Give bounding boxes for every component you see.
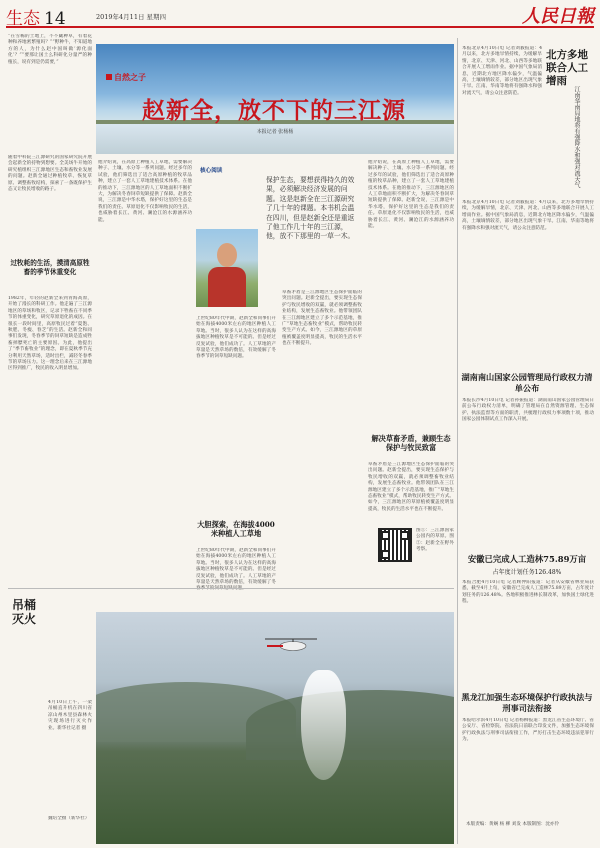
story2-headline: 湖南南山国家公园管理局行政权力清单公布 (461, 372, 593, 393)
story1-body-cont: 本报北京4月10日电 记者刘毅报道：4月以来，北方多地旱情持续，为缓解旱情，北京、天津、河北、山西等多地联合开展人工增雨作业。据中国气象局消息，近期北方地区降水偏少，气温偏高，土壤墒情较差，部分地区出现气象干旱。江南、华南等地将有强降水和强对流天气，请公众注意防范。 (462, 200, 594, 231)
bottom-caption: 4月10日上午，一架吊桶直升机在四川省凉山州木里县森林火灾现场进行灭火作业。新华社记者 摄 (48, 700, 92, 731)
photo-caption-note: 图①：三江源国家公园内的草原。图②：赵新全在野外考察。 (416, 528, 454, 553)
feature-tag-label: 自然之子 (114, 72, 146, 82)
tag-square-icon (106, 74, 112, 80)
section-name: 生态 (6, 9, 40, 29)
qr-finder-tr (400, 531, 409, 540)
center-subheadline-2: 解决草畜矛盾，兼顾生态保护与牧民致富 (371, 434, 451, 453)
story4-headline: 黑龙江加强生态环境保护行政执法与刑事司法衔接 (461, 692, 593, 713)
center-body-5: 他介绍说，在高原上种植人工草地，需要解决种子、土壤、水分等一系列问题。经过多年的试验，他们筛选出了适合高原种植的牧草品种，建立了一套人工草地建植技术体系。在他的推动下，三江源地区的人工草地面积不断扩大，为解决冬春饲草短缺提供了保障。赵新全说，三江源是中华水塔，保护好这里的生态是我们的责任。草原退化不仅影响牧民的生活，也威胁着长江、黄河、澜沧江的水源涵养功能。 (368, 160, 454, 230)
column-divider (457, 38, 458, 844)
center-subheadline-1: 大胆探索，在海拔4000米种植人工草地 (197, 520, 275, 539)
story1-body: 本报北京4月10日电 记者刘毅报道：4月以来，北方多地旱情持续，为缓解旱情，北京、天津、河北、山西等多地联合开展人工增雨作业。据中国气象局消息，近期北方地区降水偏少，气温偏高，土壤墒情较差，部分地区出现气象干旱。江南、华南等地将有强降水和强对流天气，请公众注意防范。 (462, 46, 542, 96)
water-spray (301, 670, 346, 780)
feature-tag (106, 72, 146, 83)
section-label (6, 4, 66, 29)
left-subheadline: 过牧耗的生活，摸清高原牲畜的季节休重变化 (10, 259, 90, 276)
center-body-6: 草畜矛盾是三江源地区生态保护面临的突出问题。赵新全提出，要实现生态保护与牧民增收的双赢，就必须调整畜牧业结构，发展生态畜牧业。他带领团队在三江源地区建立了多个示范基地，推广“草地生态畜牧业”模式，帮助牧民转变生产方式。如今，三江源地区的草原植被覆盖度明显提高，牧民的生活水平也在不断提升。 (368, 462, 454, 512)
center-body-3: 上世纪80年代中期，赵新全和同事们开始在海拔4000米左右的地区种植人工草地。当时，很多人认为在这样的高海拔地区种植牧草是不可能的。但是经过反复试验，他们成功了。人工草地的产草量是天然草场的数倍，有效缓解了冬 (196, 548, 276, 586)
center-body-4: 草畜矛盾是三江源地区生态保护面临的突出问题。赵新全提出，要实现生态保护与牧民增收的双赢，就必须调整畜牧业结构，发展生态畜牧业。他带领团队在三江源地区建立了多个示范基地，推广“草地生态畜牧业”模式，帮助牧民转变生产方式。如今，三江源地区的草原植被覆盖度明显提高，牧民的生活水平也在不断提升。 (282, 290, 362, 347)
story3-headline: 安徽已完成人工造林75.89万亩 (467, 554, 587, 564)
left-body-2: 1982年，年轻的赵新全来到青海高原，开始了漫长的科研工作。他走遍了三江源地区的草场和牧区，记录下牲畜在不同季节的体重变化，研究草原退化的成因。在很长一段时间里，高原牧民过着“夏饱、秋肥、冬瘦、春乏”的生活。赵新全和同事们发现，冬春季节的饲草短缺是造成牲畜掉膘死亡的主要原因。为此，他提出了“季节畜牧业”的理念，即在夏秋季节充分利用天然草场，适时出栏，减轻冬春季节的草场压力。这一理念后来在三江源地区得到推广，牧民的收入明显增加。 (8, 296, 92, 372)
helicopter-icon (261, 637, 321, 653)
feature-banner-photo (96, 44, 454, 154)
story2-body: 本报长沙4月10日电 记者孙振报道：湖南南山国家公园管理局日前公布行政权力清单，明确了管理局在自然资源管理、生态保护、执法监督等方面的职责，共梳理行政权力事项数十项，推动国家公园体制试点工作深入开展。 (462, 398, 594, 423)
issue-date: 2019年4月11日 星期四 (96, 13, 167, 21)
story3-body: 本报合肥4月10日电 记者顾仲阳报道：记者从安徽省林业局获悉，截至4月上旬，安徽省已完成人工造林75.89万亩，占年度计划任务的126.48%。各地积极推进林长制改革，加快国土绿化进程。 (462, 580, 594, 605)
portrait-face (217, 243, 237, 267)
story1-subtitle: 江南华南局地将有强降水和强对流天气 (573, 86, 580, 188)
bottom-caption-credit: 魏培全摄（新华社） (48, 816, 90, 821)
page-credits: 本版责编：黄娴 杨 柳 刘发 本版制图：沈亦伶 (466, 822, 560, 827)
center-body-2: 上世纪80年代中期，赵新全和同事们开始在海拔4000米左右的地区种植人工草地。当时，很多人认为在这样的高海拔地区种植牧草是不可能的。但是经过反复试验，他们成功了。人工草地的产草量是天然草场的数倍，有效缓解了冬春季节的饲草短缺问题。 (196, 316, 276, 360)
left-body-1: 随着中科院三江源研究的国家研究院开展会起新全的持物到想要。全美场牛开始的研究植组织三江源地区生态和畜牧业发展的问题。赵新全通过种植牧草、恢复草原、调整畜牧结构，探索了一条既保护生态又让牧民增收的路子。 (8, 155, 92, 193)
feature-title: 赵新全，放不下的三江源 (142, 97, 406, 124)
portrait-photo (196, 229, 258, 307)
feature-byline: 本报记者 张杨杨 (256, 129, 294, 135)
center-body-1: 他介绍说，在高原上种植人工草地，需要解决种子、土壤、水分等一系列问题。经过多年的试验，他们筛选出了适合高原种植的牧草品种，建立了一套人工草地建植技术体系。在他的推动下，三江源地区的人工草地面积不断扩大，为解决冬春饲草短缺提供了保障。赵新全说，三江源是中华水塔，保护好这里的生态是我们的责任。草原退化不仅影响牧民的生活，也威胁着长江、黄河、澜沧江的水源涵养功能。 (98, 160, 192, 223)
page-number: 14 (44, 9, 66, 29)
qr-code[interactable] (378, 528, 412, 562)
page-header (6, 4, 594, 28)
helicopter-photo (96, 612, 454, 844)
qr-finder-tl (381, 531, 390, 540)
core-reading-label: 核心阅读 (200, 168, 223, 174)
core-reading-text: 保护生态，要想获得持久的效果，必须解决经济发展的问题。这是赵新全在三江源研究了几十年的课题。本书机会温在四川，但是赵新全还是重返了他工作几十年的三江源，他，放不下那里的一草一木。 (266, 176, 355, 241)
qr-finder-bl (381, 550, 390, 559)
left-quote: “在雪稀的土地上，不不藏种草，有着花种和养地密繁殖吗？”“野种牛，不知道地方的人，为什么赵中国叫做‘源化面化’？”“要那让国土么科研化分量严的种植长，说有到是仍需要，” (8, 34, 92, 65)
portrait-body (208, 267, 246, 307)
story4-body: 本报哈尔滨4月10日电 记者杨柳报道：黑龙江省生态环境厅、省公安厅、省检察院、省法院日前联合印发文件，加强生态环境保护行政执法与刑事司法衔接工作，严厉打击生态环境违法犯罪行为。 (462, 718, 594, 743)
story3-subtitle: 占年度计划任务126.48% (492, 569, 562, 576)
story1-headline: 北方多地联合人工增雨 (546, 49, 588, 87)
bottom-divider (8, 588, 454, 589)
bottom-headline: 吊桶灭火 (12, 598, 37, 626)
newspaper-logo: 人民日報 (522, 6, 594, 27)
